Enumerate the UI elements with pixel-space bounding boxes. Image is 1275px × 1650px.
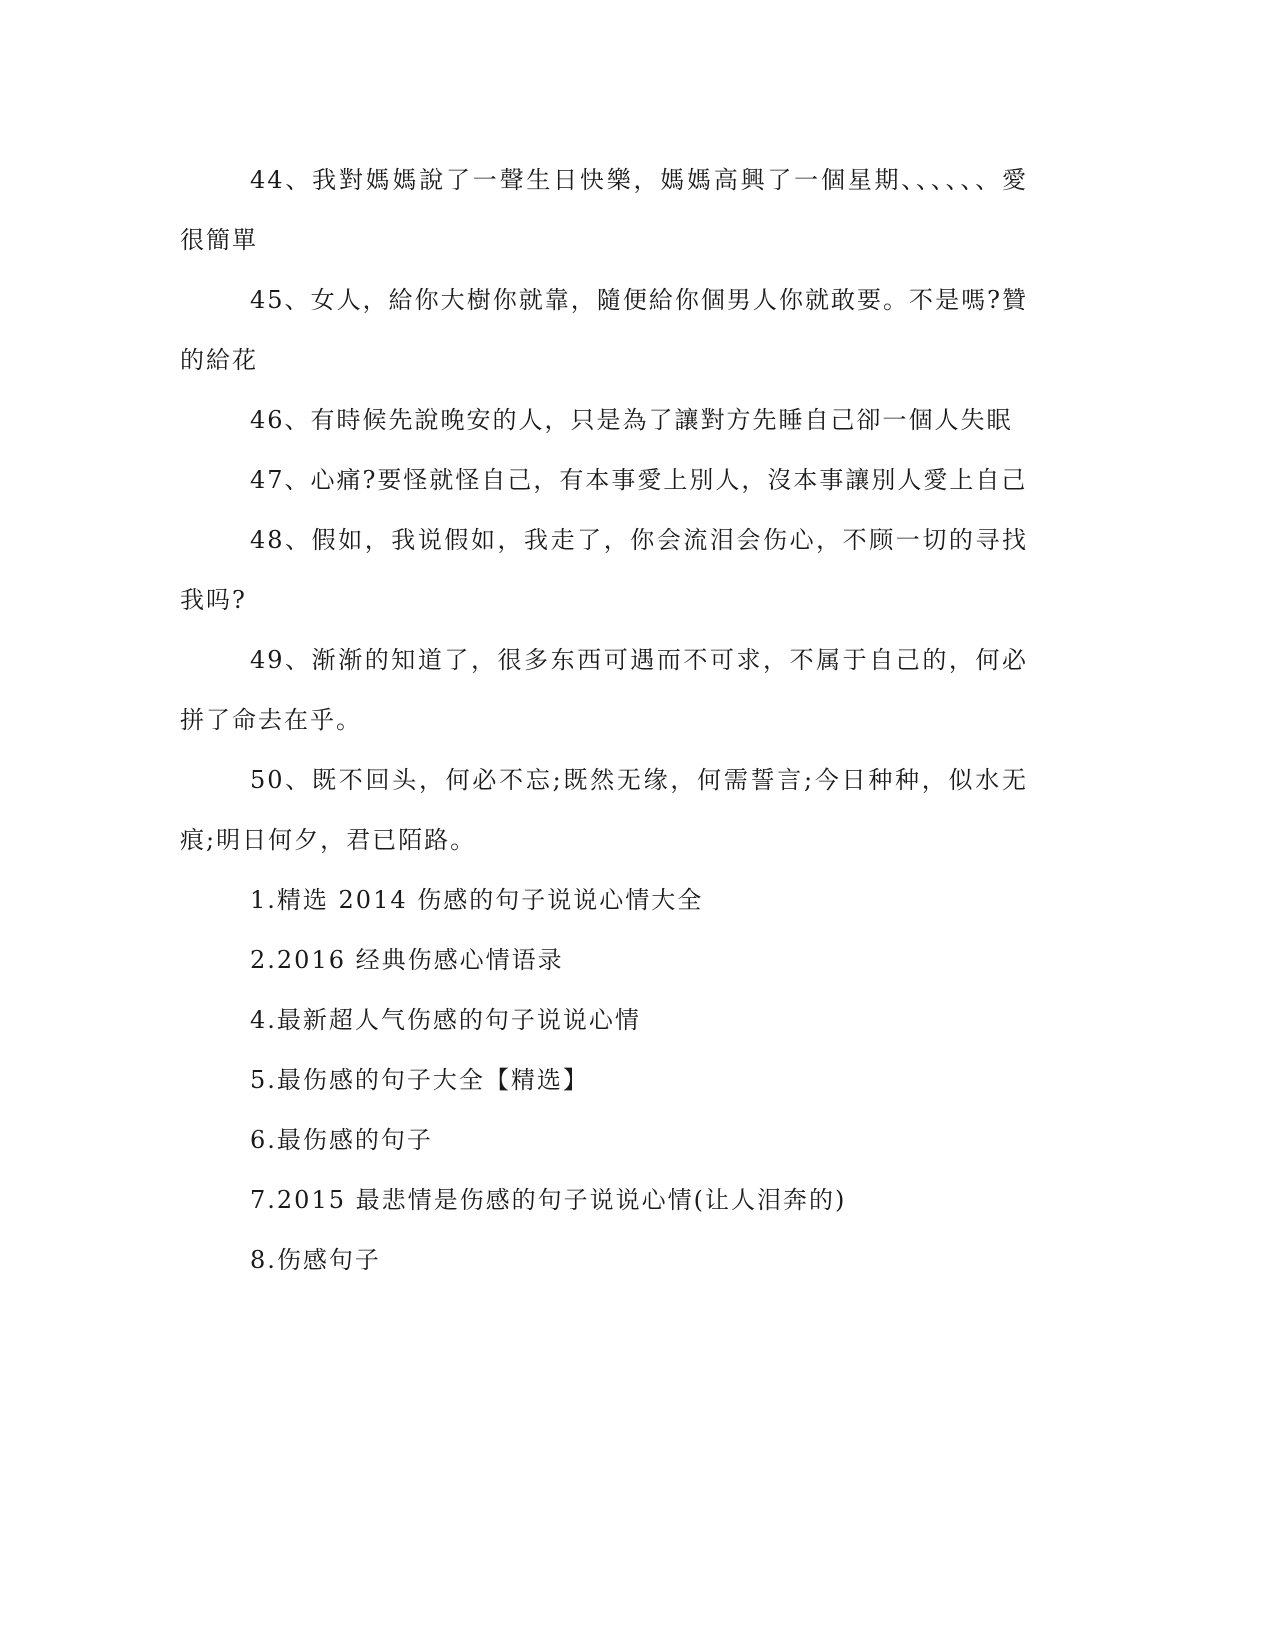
related-link-item: 8.伤感句子 xyxy=(250,1246,381,1274)
related-link-item: 7.2015 最悲情是伤感的句子说说心情(让人泪奔的) xyxy=(250,1186,847,1214)
related-link-item: 1.精选 2014 伤感的句子说说心情大全 xyxy=(250,886,704,914)
related-link-item: 5.最伤感的句子大全【精选】 xyxy=(250,1066,589,1094)
paragraph-45: 45、女人，給你大樹你就靠，隨便給你個男人你就敢要。不是嗎?贊的給花 xyxy=(180,286,1028,374)
paragraph-46: 46、有時候先說晚安的人，只是為了讓對方先睡自己卻一個人失眠 xyxy=(250,406,1013,434)
paragraph-49: 49、渐渐的知道了，很多东西可遇而不可求，不属于自己的，何必拼了命去在乎。 xyxy=(180,646,1028,734)
related-link-item: 2.2016 经典伤感心情语录 xyxy=(250,946,564,974)
related-links-list xyxy=(180,870,1028,1290)
related-link-item: 4.最新超人气伤感的句子说说心情 xyxy=(250,1006,641,1034)
paragraph-44: 44、我對媽媽說了一聲生日快樂，媽媽高興了一個星期、、、、、、愛很簡單 xyxy=(180,166,1028,254)
document-body xyxy=(180,150,1028,1290)
paragraph-47: 47、心痛?要怪就怪自己，有本事愛上別人，沒本事讓別人愛上自己 xyxy=(250,466,1028,494)
paragraph-50: 50、既不回头，何必不忘;既然无缘，何需誓言;今日种种，似水无痕;明日何夕，君已陌路。 xyxy=(180,766,1028,854)
paragraph-48: 48、假如，我说假如，我走了，你会流泪会伤心，不顾一切的寻找我吗? xyxy=(180,526,1028,614)
related-link-item: 6.最伤感的句子 xyxy=(250,1126,433,1154)
